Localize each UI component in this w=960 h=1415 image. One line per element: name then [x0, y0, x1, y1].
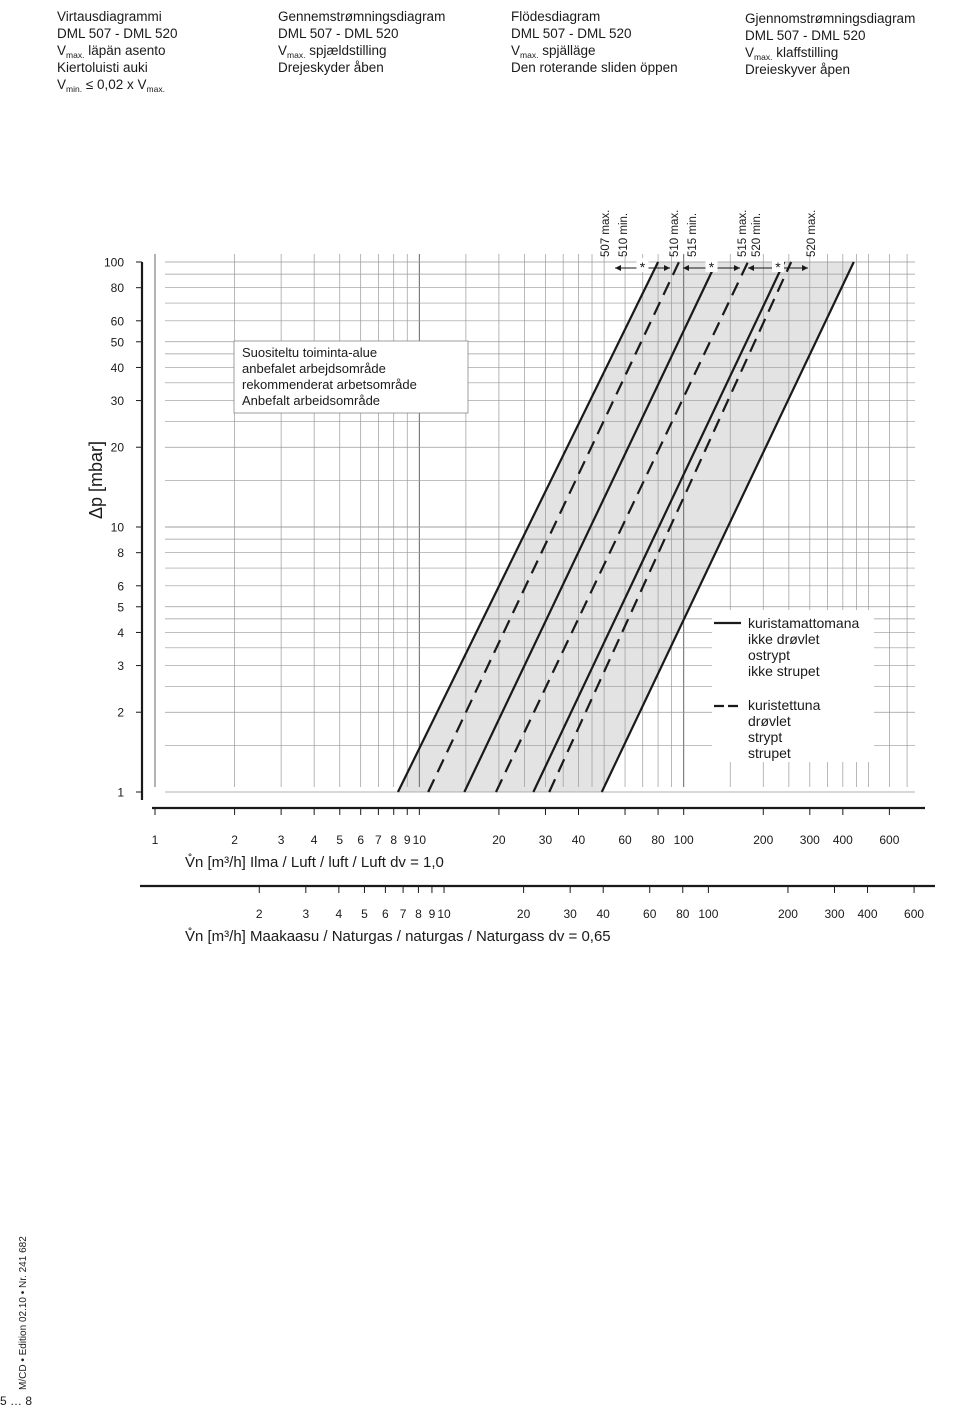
- x-air-tick-label: 60: [618, 833, 632, 847]
- x-gas-tick-label: 200: [777, 907, 798, 921]
- x-air-tick-label: 6: [357, 833, 365, 847]
- edition-text: M/CD • Edition 02.10 • Nr. 241 682: [18, 1236, 29, 1390]
- header-line: Gjennomstrømningsdiagram: [745, 11, 916, 26]
- x-air-tick-label: 30: [538, 833, 553, 847]
- page-number: 5 … 8: [0, 1394, 33, 1408]
- x-air-tick-label: 7: [375, 833, 382, 847]
- x-air-tick-label: 40: [571, 833, 586, 847]
- y-tick-label: 8: [117, 546, 124, 561]
- y-tick-label: 40: [110, 360, 124, 375]
- x-air-tick-label: 8: [390, 833, 398, 847]
- x-air-tick-label: 100: [673, 833, 694, 847]
- x-air-tick-label: 600: [879, 833, 900, 847]
- x-gas-tick-label: 2: [255, 907, 263, 921]
- x-gas-tick-label: 4: [335, 907, 343, 921]
- header-line: DML 507 - DML 520: [57, 26, 178, 41]
- area-label-line: rekommenderat arbetsområde: [242, 377, 417, 392]
- x-gas-tick-label: 5: [361, 907, 368, 921]
- legend-dashed-label: strupet: [748, 745, 791, 761]
- top-series-label: 510 max.: [669, 209, 681, 257]
- x-air-tick-label: 5: [336, 833, 344, 847]
- x-gas-tick-label: 40: [596, 907, 610, 921]
- x-gas-tick-label: 20: [516, 907, 531, 921]
- top-series-label: 515 min.: [687, 212, 699, 257]
- y-tick-label: 60: [110, 314, 124, 329]
- x-air-tick-label: 2: [231, 833, 238, 847]
- legend-dashed-label: strypt: [748, 729, 783, 745]
- x-gas-tick-label: 400: [857, 907, 878, 921]
- y-tick-label: 2: [117, 705, 124, 720]
- legend-dashed-label: kuristettuna: [748, 697, 821, 713]
- arrow-head: [615, 265, 621, 271]
- header-line: Flödesdiagram: [511, 9, 601, 24]
- legend-solid-label: ikke strupet: [748, 663, 820, 679]
- legend-dashed-label: drøvlet: [748, 713, 791, 729]
- x-gas-tick-label: 100: [698, 907, 719, 921]
- y-tick-label: 4: [117, 625, 124, 640]
- header-line: DML 507 - DML 520: [511, 26, 632, 41]
- y-tick-label: 6: [117, 579, 124, 594]
- top-series-label: 507 max.: [600, 209, 612, 257]
- x-air-tick-label: 200: [753, 833, 774, 847]
- header-line: Dreieskyver åpen: [745, 62, 851, 77]
- area-label-line: Suositeltu toiminta-alue: [242, 345, 378, 360]
- y-tick-label: 3: [117, 659, 124, 674]
- area-label-line: Anbefalt arbeidsområde: [242, 393, 381, 408]
- star-marker: *: [708, 259, 715, 275]
- y-tick-label: 10: [110, 520, 124, 535]
- y-axis-label: Δp [mbar]: [86, 440, 106, 520]
- x-axis-air-label: V̊n [m³/h] Ilma / Luft / luft / Luft dv = 1,0: [185, 854, 444, 871]
- y-tick-label: 30: [110, 394, 124, 409]
- legend-solid-label: kuristamattomana: [748, 615, 860, 631]
- header-line: DML 507 - DML 520: [745, 28, 866, 43]
- top-series-label: 515 max.: [737, 209, 749, 257]
- x-gas-tick-label: 10: [437, 907, 451, 921]
- header-line: Kiertoluisti auki: [57, 60, 148, 75]
- x-air-tick-label: 80: [651, 833, 665, 847]
- legend-solid-label: ikke drøvlet: [748, 631, 820, 647]
- star-marker: *: [775, 259, 781, 275]
- top-series-label: 510 min.: [618, 212, 630, 257]
- area-label-line: anbefalet arbejdsområde: [242, 361, 386, 376]
- x-gas-tick-label: 7: [399, 907, 407, 921]
- y-tick-label: 100: [103, 255, 124, 270]
- x-gas-tick-label: 3: [302, 907, 310, 921]
- header-line: Den roterande sliden öppen: [511, 60, 678, 75]
- x-air-tick-label: 10: [412, 833, 427, 847]
- header-vmax-line: $V_{max.}$ spjälläge: [511, 43, 596, 60]
- header-vmax-line: $V_{max.}$ läpän asento: [57, 43, 166, 60]
- header-vmax-line: $V_{max.}$ klaffstilling: [745, 45, 839, 62]
- x-gas-tick-label: 80: [676, 907, 690, 921]
- header-line: Virtausdiagrammi: [57, 9, 162, 24]
- x-gas-tick-label: 8: [415, 907, 422, 921]
- x-gas-tick-label: 6: [382, 907, 389, 921]
- x-gas-tick-label: 30: [563, 907, 577, 921]
- x-gas-tick-label: 600: [904, 907, 925, 921]
- y-tick-label: 80: [110, 281, 124, 296]
- x-air-tick-label: 1: [151, 833, 159, 847]
- header-line: Gennemstrømningsdiagram: [278, 9, 446, 24]
- x-air-tick-label: 3: [277, 833, 285, 847]
- x-axis-gas-label: V̊n [m³/h] Maakaasu / Naturgas / naturgas / Naturgass dv = 0,65: [185, 928, 611, 945]
- top-series-label: 520 min.: [751, 212, 763, 257]
- header-line: DML 507 - DML 520: [278, 26, 399, 41]
- header-vmax-line: $V_{max.}$ spjældstilling: [278, 43, 387, 60]
- x-gas-tick-label: 60: [643, 907, 657, 921]
- x-gas-tick-label: 300: [824, 907, 845, 921]
- x-air-tick-label: 20: [492, 833, 506, 847]
- y-tick-label: 1: [117, 785, 124, 800]
- y-tick-label: 5: [117, 600, 124, 615]
- x-gas-tick-label: 9: [428, 907, 436, 921]
- x-air-tick-label: 4: [310, 833, 318, 847]
- y-tick-label: 20: [110, 440, 124, 455]
- top-series-label: 520 max.: [806, 209, 818, 257]
- x-air-tick-label: 400: [832, 833, 853, 847]
- y-tick-label: 50: [110, 335, 124, 350]
- x-air-tick-label: 9: [403, 833, 411, 847]
- header-vmin-line: $V_{min.} \le 0,02$ x $V_{max.}$: [57, 77, 165, 94]
- star-marker: *: [639, 259, 646, 275]
- header-line: Drejeskyder åben: [278, 60, 384, 75]
- x-air-tick-label: 300: [799, 833, 820, 847]
- legend-solid-label: ostrypt: [748, 647, 791, 663]
